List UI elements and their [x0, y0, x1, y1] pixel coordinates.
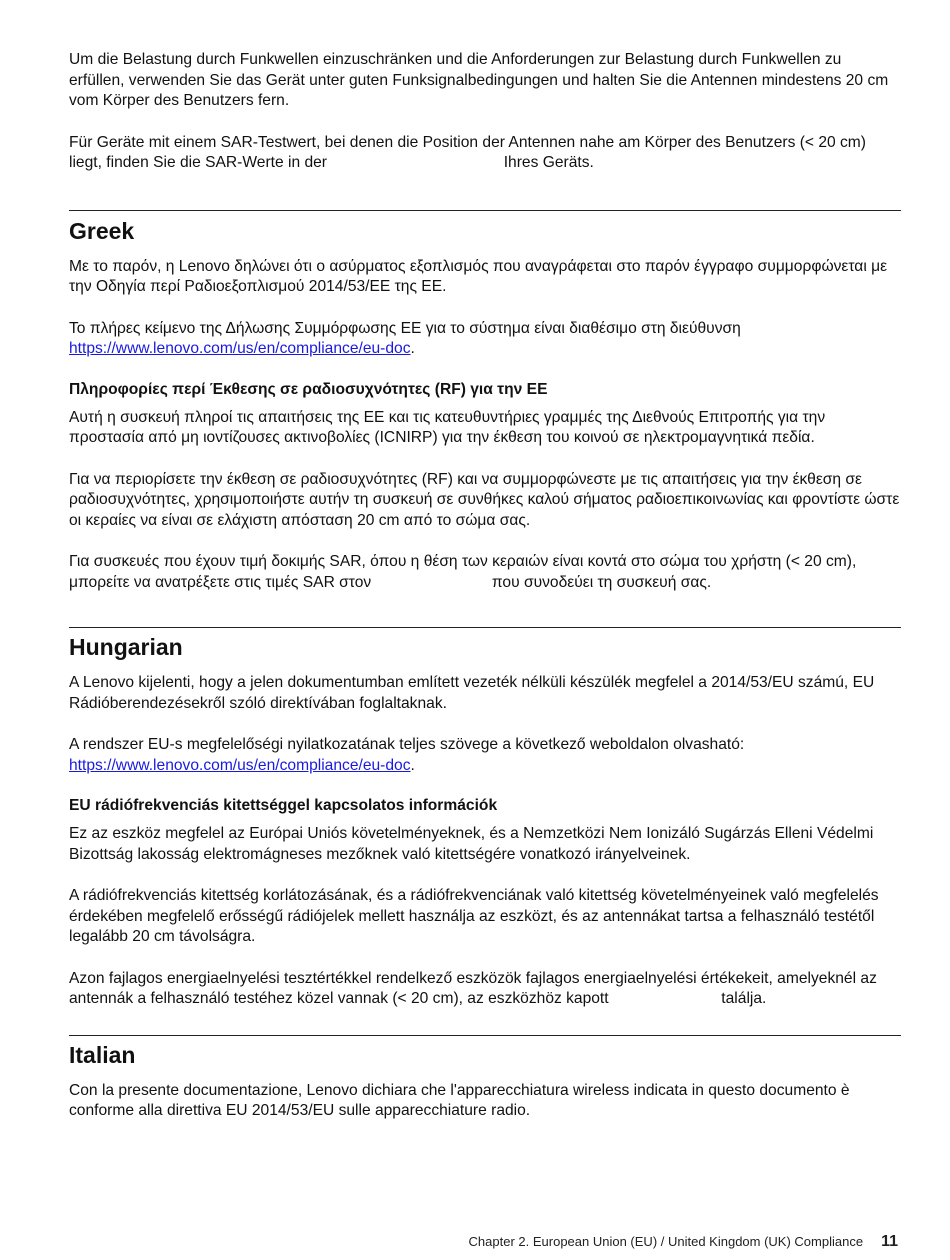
hungarian-paragraph-3: Ez az eszköz megfelel az Európai Uniós követelményeknek, és a Nemzetközi Nem Ionizáló Sugárzás Elleni Védelmi Bizottság lakosság elektromágneses mezőknek való kitettségére vonatkozó irányelveinek. — [69, 825, 874, 863]
italian-heading: Italian — [69, 1041, 136, 1068]
hungarian-divider — [69, 627, 901, 628]
page-number: 11 — [881, 1233, 898, 1250]
greek-subheading: Πληροφορίες περί Έκθεσης σε ραδιοσυχνότητες (RF) για την ΕΕ — [69, 380, 548, 398]
hungarian-paragraph-4: A rádiófrekvenciás kitettség korlátozásának, és a rádiófrekvenciának való kitettség követelményeinek való megfelelés érdekében megfelelő erősségű rádiójelek mellett használja az eszközt, és az antennákat tartsa a felhasználó testétől legalább 20 cm távolságra. — [69, 887, 879, 945]
german-p2-text: Für Geräte mit einem SAR-Testwert, bei denen die Position der Antennen nahe am Körper des Benutzers (< 20 cm) liegt, finden Sie die SAR-Werte in der — [69, 133, 866, 171]
greek-paragraph-1: Με το παρόν, η Lenovo δηλώνει ότι ο ασύρματος εξοπλισμός που αναγράφεται στο παρόν έγγραφο συμμορφώνεται με την Οδηγία περί Ραδιοεξοπλισμού 2014/53/ΕΕ της ΕΕ. — [69, 257, 888, 295]
hungarian-heading: Hungarian — [69, 634, 183, 660]
greek-divider — [69, 210, 901, 211]
italian-divider — [69, 1035, 901, 1036]
greek-paragraph-5 — [69, 552, 901, 593]
italian-paragraph-1: Con la presente documentazione, Lenovo dichiara che l'apparecchiatura wireless indicata in questo documento è conforme alla direttiva EU 2014/53/EU sulle apparecchiature radio. — [69, 1081, 850, 1119]
hungarian-eu-doc-link[interactable]: https://www.lenovo.com/us/en/compliance/eu-doc — [69, 756, 411, 774]
hungarian-subheading: EU rádiófrekvenciás kitettséggel kapcsolatos információk — [69, 797, 498, 814]
hungarian-p5-end: találja. — [721, 990, 767, 1007]
greek-p5-text: Για συσκευές που έχουν τιμή δοκιμής SAR, όπου η θέση των κεραιών είναι κοντά στο σώμα του χρήστη (< 20 cm), μπορείτε να ανατρέξετε στις τιμές SAR στον — [69, 553, 857, 591]
italian-section — [69, 1035, 901, 1122]
greek-eu-doc-link[interactable]: https://www.lenovo.com/us/en/compliance/eu-doc — [69, 340, 411, 357]
greek-p5-end: που συνοδεύει τη συσκευή σας. — [491, 573, 712, 591]
footer-chapter-title: Chapter 2. European Union (EU) / United Kingdom (UK) Compliance — [468, 1234, 864, 1249]
greek-p2-end: . — [410, 340, 415, 357]
german-section — [69, 50, 901, 174]
german-p2-end: Ihres Geräts. — [503, 154, 594, 171]
hungarian-p5-text: Azon fajlagos energiaelnyelési tesztértékkel rendelkező eszközök fajlagos energiaelnyelési értékekeit, amelyeknél az antennák a felhasználó testéhez közel vannak (< 20 cm), az eszközhöz kapott — [69, 969, 877, 1007]
page-footer — [469, 1233, 898, 1251]
greek-paragraph-2 — [69, 319, 901, 360]
hungarian-paragraph-1: A Lenovo kijelenti, hogy a jelen dokumentumban említett vezeték nélküli készülék megfelel a 2014/53/EU számú, EU Rádióberendezésekről szóló direktívában foglaltaknak. — [69, 674, 875, 712]
greek-paragraph-3: Αυτή η συσκευή πληροί τις απαιτήσεις της ΕΕ και τις κατευθυντήριες γραμμές της Διεθνούς Επιτροπής για την προστασία από μη ιοντίζουσες ακτινοβολίες (ICNIRP) για την έκθεση του κοινού σε ηλεκτρομαγνητικά πεδία. — [69, 408, 826, 446]
greek-section — [69, 210, 901, 594]
hungarian-paragraph-2 — [69, 735, 901, 776]
hungarian-p2-text: A rendszer EU-s megfelelőségi nyilatkozatának teljes szövege a következő weboldalon olvasható: — [69, 736, 745, 753]
document-page — [69, 50, 901, 1122]
hungarian-paragraph-5 — [69, 969, 901, 1010]
greek-paragraph-4: Για να περιορίσετε την έκθεση σε ραδιοσυχνότητες (RF) και να συμμορφώνεστε με τις απαιτήσεις για την έκθεση σε ραδιοσυχνότητες, χρησιμοποιήστε αυτήν τη συσκευή σε συνθήκες καλού σήματος ραδιοεπικοινωνίας και φροντίστε ώστε οι κεραίες να είναι σε ελάχιστη απόσταση 20 cm από το σώμα σας. — [69, 470, 900, 529]
greek-p2-text: Το πλήρες κείμενο της Δήλωσης Συμμόρφωσης ΕΕ για το σύστημα είναι διαθέσιμο στη διεύθυνση — [69, 319, 741, 337]
german-paragraph-2 — [69, 133, 901, 174]
german-paragraph-1: Um die Belastung durch Funkwellen einzuschränken und die Anforderungen zur Belastung durch Funkwellen zu erfüllen, verwenden Sie das Gerät unter guten Funksignalbedingungen und halten Sie die Antennen mindestens 20 cm vom Körper des Benutzers fern. — [69, 51, 889, 109]
greek-heading: Greek — [69, 217, 135, 244]
hungarian-p2-end: . — [410, 756, 415, 774]
hungarian-section — [69, 627, 901, 1010]
